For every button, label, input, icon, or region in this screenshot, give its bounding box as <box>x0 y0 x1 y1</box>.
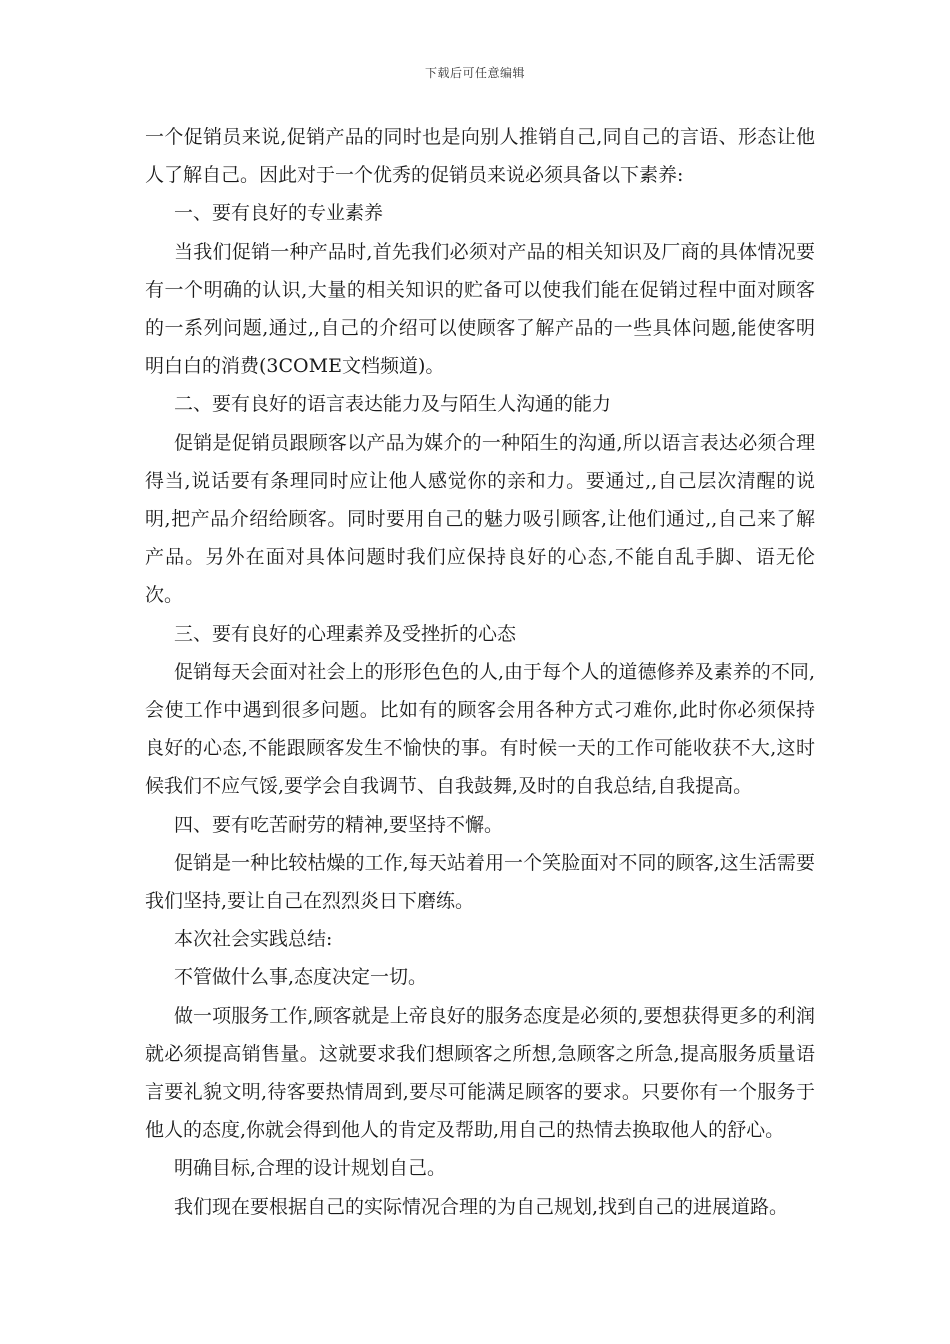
document-body <box>145 118 815 1226</box>
paragraph-service: 做一项服务工作,顾客就是上帝良好的服务态度是必须的,要想获得更多的利润就必须提高销售量。这就要求我们想顾客之所想,急顾客之所急,提高服务质量语言要礼貌文明,待客要热情周到,要尽可能满足顾客的要求。只要你有一个服务于他人的态度,你就会得到他人的肯定及帮助,用自己的热情去换取他人的舒心。 <box>145 1004 815 1142</box>
paragraph-language: 促销是促销员跟顾客以产品为媒介的一种陌生的沟通,所以语言表达必须合理得当,说话要有条理同时应让他人感觉你的亲和力。要通过,,自己层次清醒的说明,把产品介绍给顾客。同时要用自己的魅力吸引顾客,让他们通过,,自己来了解产品。另外在面对具体问题时我们应保持良好的心态,不能自乱手脚、语无伦次。 <box>145 431 815 607</box>
paragraph-psychology: 促销每天会面对社会上的形形色色的人,由于每个人的道德修养及素养的不同,会使工作中遇到很多问题。比如有的顾客会用各种方式刁难你,此时你必须保持良好的心态,不能跟顾客发生不愉快的事。有时候一天的工作可能收获不大,这时候我们不应气馁,要学会自我调节、自我鼓舞,及时的自我总结,自我提高。 <box>145 660 815 798</box>
section-heading-2: 二、要有良好的语言表达能力及与陌生人沟通的能力 <box>174 393 612 416</box>
summary-heading: 本次社会实践总结: <box>174 928 333 951</box>
paragraph-planning: 我们现在要根据自己的实际情况合理的为自己规划,找到自己的进展道路。 <box>174 1195 789 1218</box>
paragraph-intro: 一个促销员来说,促销产品的同时也是向别人推销自己,同自己的言语、形态让他人了解自己。因此对于一个优秀的促销员来说必须具备以下素养: <box>145 126 815 187</box>
section-heading-1: 一、要有良好的专业素养 <box>174 202 384 225</box>
paragraph-goals: 明确目标,合理的设计规划自己。 <box>174 1157 447 1180</box>
paragraph-professional: 当我们促销一种产品时,首先我们必须对产品的相关知识及厂商的具体情况要有一个明确的认识,大量的相关知识的贮备可以使我们能在促销过程中面对顾客的一系列问题,通过,,自己的介绍可以使顾客了解产品的一些具体问题,能使客明明白白的消费(3COME文档频道)。 <box>145 240 815 378</box>
page-header: 下载后可任意编辑 <box>424 66 525 80</box>
section-heading-3: 三、要有良好的心理素养及受挫折的心态 <box>174 622 517 645</box>
paragraph-perseverance: 促销是一种比较枯燥的工作,每天站着用一个笑脸面对不同的顾客,这生活需要我们坚持,要让自己在烈烈炎日下磨练。 <box>145 851 815 913</box>
paragraph-attitude: 不管做什么事,态度决定一切。 <box>174 966 428 989</box>
section-heading-4: 四、要有吃苦耐劳的精神,要坚持不懈。 <box>174 813 504 836</box>
